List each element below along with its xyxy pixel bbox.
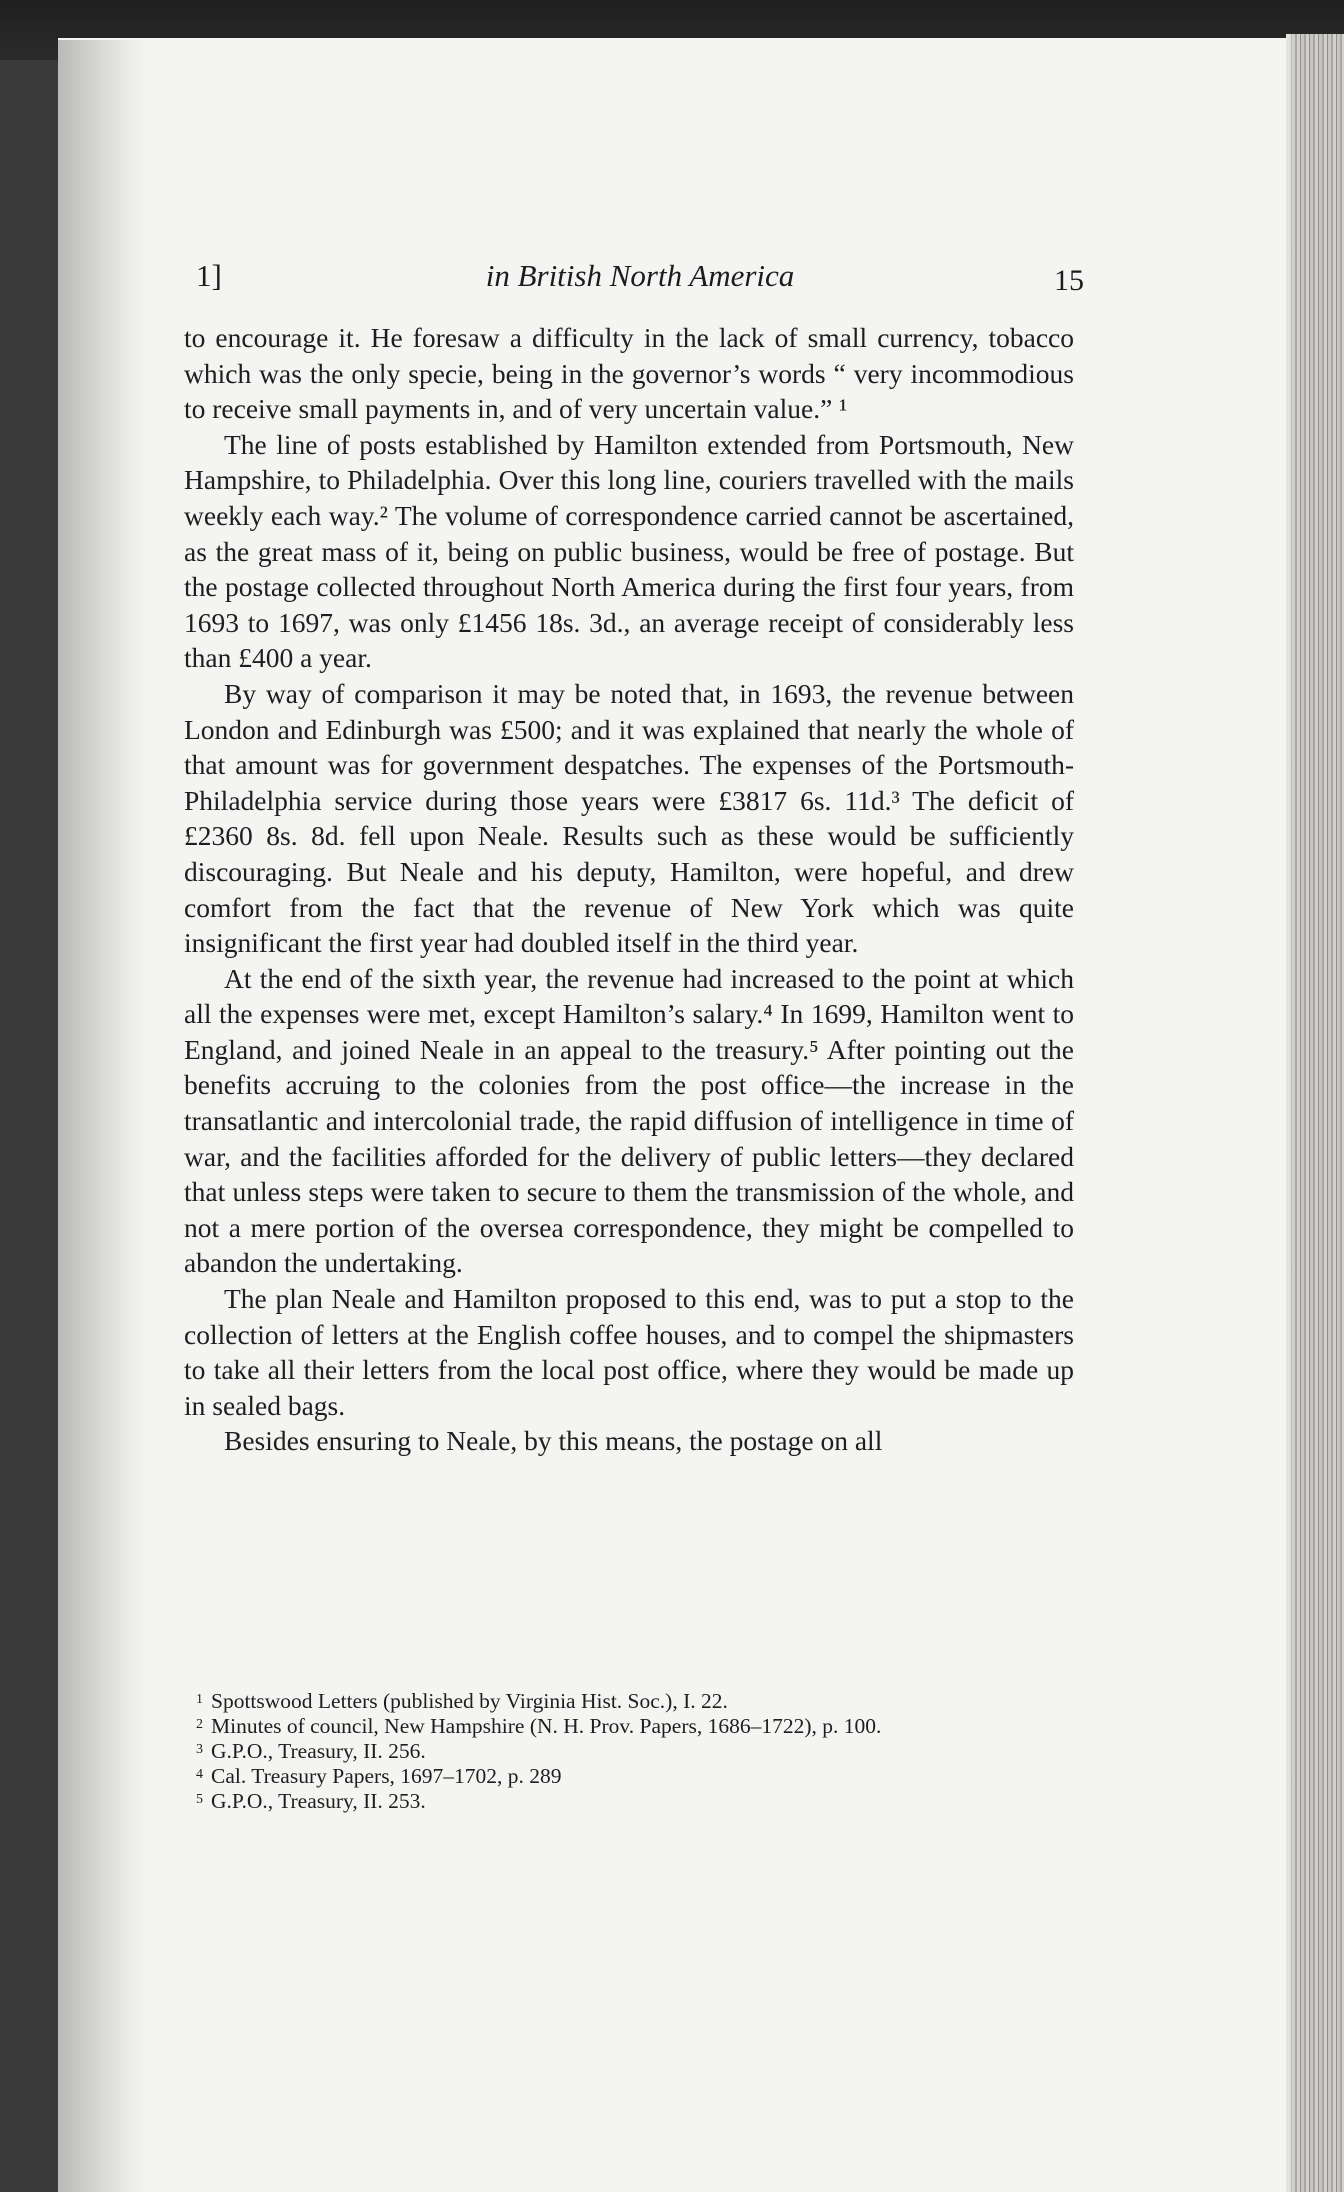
body-text — [184, 320, 1074, 1459]
paragraph: Besides ensuring to Neale, by this means, the postage on all — [224, 1425, 883, 1457]
footnote-mark: 2 — [196, 1717, 203, 1732]
footnote-mark: 5 — [196, 1792, 203, 1807]
footnote-mark: 4 — [196, 1767, 203, 1782]
footnote-text: G.P.O., Treasury, II. 253. — [211, 1789, 426, 1813]
footnote — [184, 1788, 1074, 1813]
footnote — [184, 1763, 1074, 1788]
footnote — [184, 1738, 1074, 1763]
paragraph: By way of comparison it may be noted that, in 1693, the revenue between London and Edinburgh was £500; and it was explained that nearly the whole of that amount was for government despatches. The expenses of the Portsmouth-Philadelphia service during those years were £3817 6s. 11d.³ The deficit of £2360 8s. 8d. fell upon Neale. Results such as these would be sufficiently discouraging. But Neale and his deputy, Hamilton, were hopeful, and drew comfort from the fact that the revenue of New York which was quite insignificant the first year had doubled itself in the third year. — [184, 677, 1074, 959]
footnote-mark: 1 — [196, 1692, 203, 1707]
chapter-mark: 1] — [196, 258, 222, 293]
footnote-text: G.P.O., Treasury, II. 256. — [211, 1739, 426, 1763]
footnote-text: Spottswood Letters (published by Virginia Hist. Soc.), I. 22. — [211, 1689, 728, 1713]
paragraph: to encourage it. He foresaw a difficulty in the lack of small currency, tobacco which was the only specie, being in the governor’s words “ very incommodious to receive small payments in, and of very uncertain value.” ¹ — [184, 322, 1074, 425]
page-gutter-shadow — [58, 40, 148, 2192]
paragraph: The line of posts established by Hamilton extended from Portsmouth, New Hampshire, to Philadelphia. Over this long line, couriers travelled with the mails weekly each way.² The volume of correspondence carried cannot be ascertained, as the great mass of it, being on public business, would be free of postage. But the postage collected throughout North America during the first four years, from 1693 to 1697, was only £1456 18s. 3d., an average receipt of considerably less than £400 a year. — [184, 428, 1074, 674]
running-header — [196, 258, 1084, 304]
running-title: in British North America — [485, 258, 795, 293]
footnote — [184, 1688, 1074, 1713]
page-number: 15 — [1054, 264, 1084, 297]
footnote — [184, 1713, 1074, 1738]
footnote-text: Cal. Treasury Papers, 1697–1702, p. 289 — [211, 1764, 562, 1788]
page-edges — [1286, 34, 1344, 2192]
footnote-text: Minutes of council, New Hampshire (N. H. Prov. Papers, 1686–1722), p. 100. — [211, 1714, 882, 1738]
paragraph: At the end of the sixth year, the revenue had increased to the point at which all the expenses were met, except Hamilton’s salary.⁴ In 1699, Hamilton went to England, and joined Neale in an appeal to the treasury.⁵ After pointing out the benefits accruing to the colonies from the post office—the increase in the transatlantic and intercolonial trade, the rapid diffusion of intelligence in time of war, and the facilities afforded for the delivery of public letters—they declared that unless steps were taken to secure to them the transmission of the whole, and not a mere portion of the oversea correspondence, they might be compelled to abandon the undertaking. — [184, 962, 1074, 1279]
paragraph: The plan Neale and Hamilton proposed to this end, was to put a stop to the collection of letters at the English coffee houses, and to compel the shipmasters to take all their letters from the local post office, where they would be made up in sealed bags. — [184, 1283, 1074, 1421]
footnote-mark: 3 — [196, 1742, 203, 1757]
footnotes — [184, 1688, 1074, 1813]
